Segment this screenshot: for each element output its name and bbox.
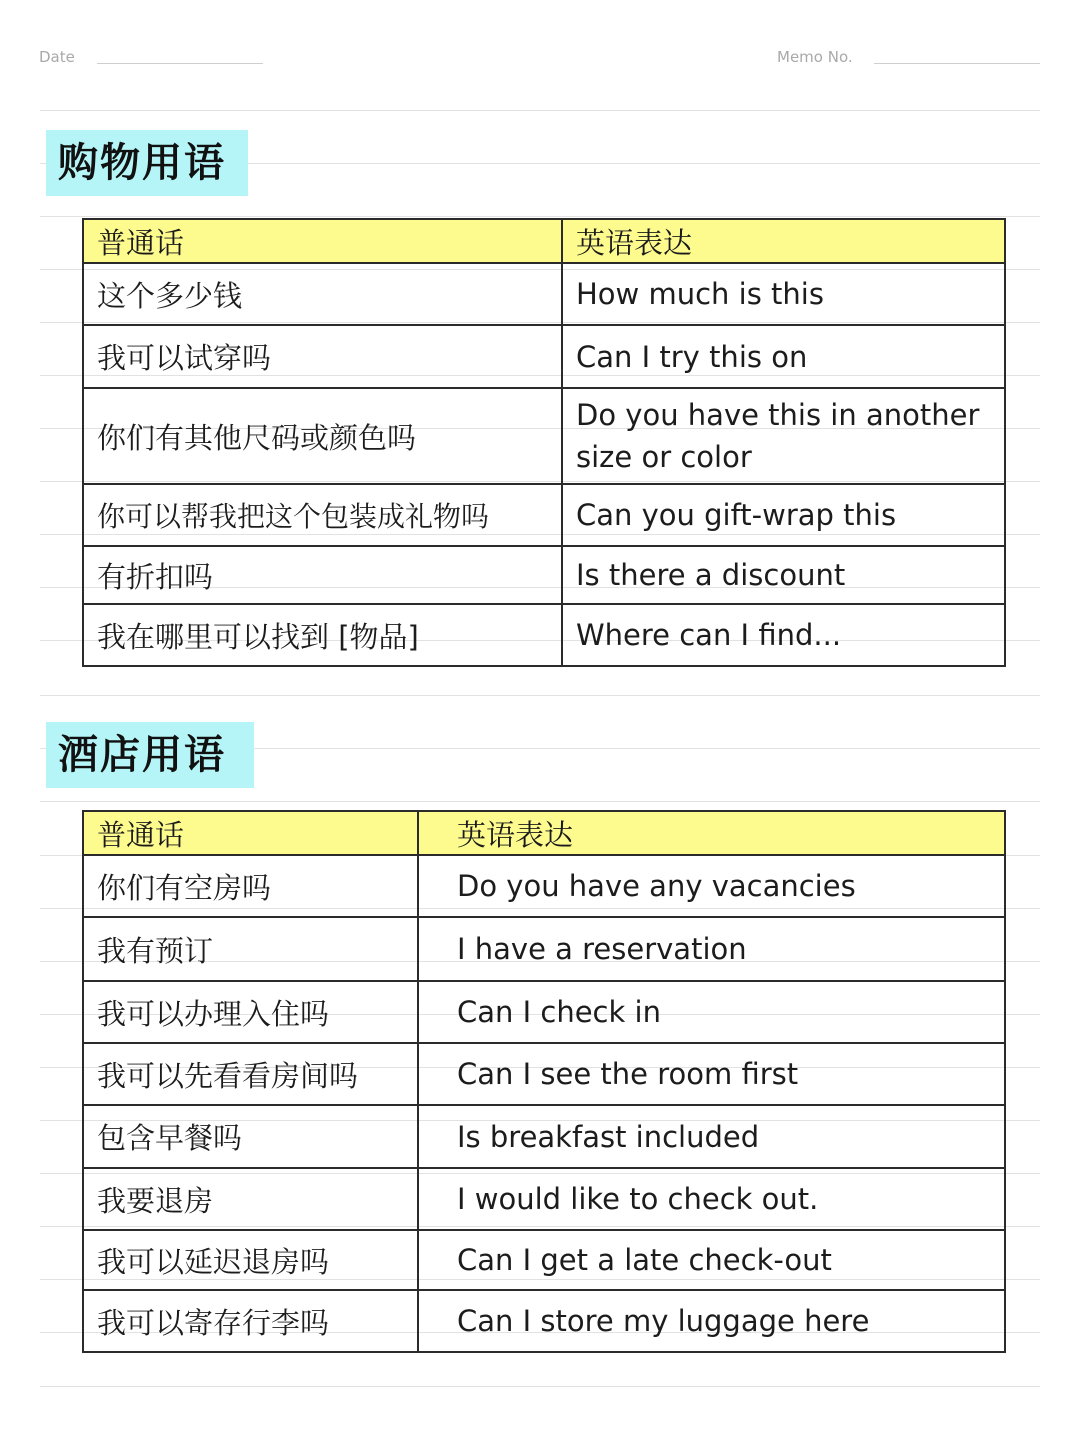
table-row	[83, 388, 1005, 484]
english-cell: Do you have any vacancies	[418, 855, 1005, 917]
table-row	[83, 1105, 1005, 1168]
table-row	[83, 1230, 1005, 1290]
column-header-english: 英语表达	[562, 219, 1005, 263]
table-row	[83, 1168, 1005, 1230]
mandarin-cell: 我可以试穿吗	[83, 325, 562, 388]
hotel-section-title: 酒店用语	[46, 722, 254, 788]
table-row	[83, 917, 1005, 981]
english-cell: Can you gift-wrap this	[562, 484, 1005, 546]
mandarin-cell: 这个多少钱	[83, 263, 562, 325]
memo-field-line	[874, 63, 1040, 64]
date-field-line	[97, 63, 263, 64]
column-header-mandarin: 普通话	[83, 219, 562, 263]
shopping-phrase-table	[82, 218, 1006, 667]
table-row	[83, 1043, 1005, 1105]
mandarin-cell: 我可以延迟退房吗	[83, 1230, 418, 1290]
shopping-section-title: 购物用语	[46, 130, 248, 196]
mandarin-cell: 我可以办理入住吗	[83, 981, 418, 1043]
table-row	[83, 263, 1005, 325]
column-header-english: 英语表达	[418, 811, 1005, 855]
mandarin-cell: 我可以寄存行李吗	[83, 1290, 418, 1352]
english-cell: How much is this	[562, 263, 1005, 325]
english-cell: Can I try this on	[562, 325, 1005, 388]
mandarin-cell: 包含早餐吗	[83, 1105, 418, 1168]
table-header-row	[83, 219, 1005, 263]
english-cell: I have a reservation	[418, 917, 1005, 981]
ruled-line	[40, 801, 1040, 802]
english-cell: Can I check in	[418, 981, 1005, 1043]
english-cell: Can I see the room first	[418, 1043, 1005, 1105]
table-row	[83, 325, 1005, 388]
mandarin-cell: 有折扣吗	[83, 546, 562, 604]
column-header-mandarin: 普通话	[83, 811, 418, 855]
hotel-phrase-table	[82, 810, 1006, 1353]
table-row	[83, 1290, 1005, 1352]
mandarin-cell: 我要退房	[83, 1168, 418, 1230]
memo-label: Memo No.	[777, 48, 853, 66]
ruled-line	[40, 1386, 1040, 1387]
mandarin-cell: 你们有空房吗	[83, 855, 418, 917]
mandarin-cell: 你可以帮我把这个包装成礼物吗	[83, 484, 562, 546]
english-cell: Is breakfast included	[418, 1105, 1005, 1168]
ruled-line	[40, 110, 1040, 111]
table-row	[83, 855, 1005, 917]
english-cell: Can I get a late check-out	[418, 1230, 1005, 1290]
english-cell: Can I store my luggage here	[418, 1290, 1005, 1352]
table-row	[83, 981, 1005, 1043]
mandarin-cell: 你们有其他尺码或颜色吗	[83, 388, 562, 484]
mandarin-cell: 我有预订	[83, 917, 418, 981]
english-cell: I would like to check out.	[418, 1168, 1005, 1230]
table-row	[83, 484, 1005, 546]
english-cell: Do you have this in another size or color	[562, 388, 1005, 484]
ruled-line	[40, 695, 1040, 696]
ruled-line	[40, 216, 1040, 217]
mandarin-cell: 我可以先看看房间吗	[83, 1043, 418, 1105]
mandarin-cell: 我在哪里可以找到 [物品]	[83, 604, 562, 666]
table-row	[83, 604, 1005, 666]
table-header-row	[83, 811, 1005, 855]
english-cell: Is there a discount	[562, 546, 1005, 604]
english-cell: Where can I find...	[562, 604, 1005, 666]
date-label: Date	[39, 48, 75, 66]
table-row	[83, 546, 1005, 604]
